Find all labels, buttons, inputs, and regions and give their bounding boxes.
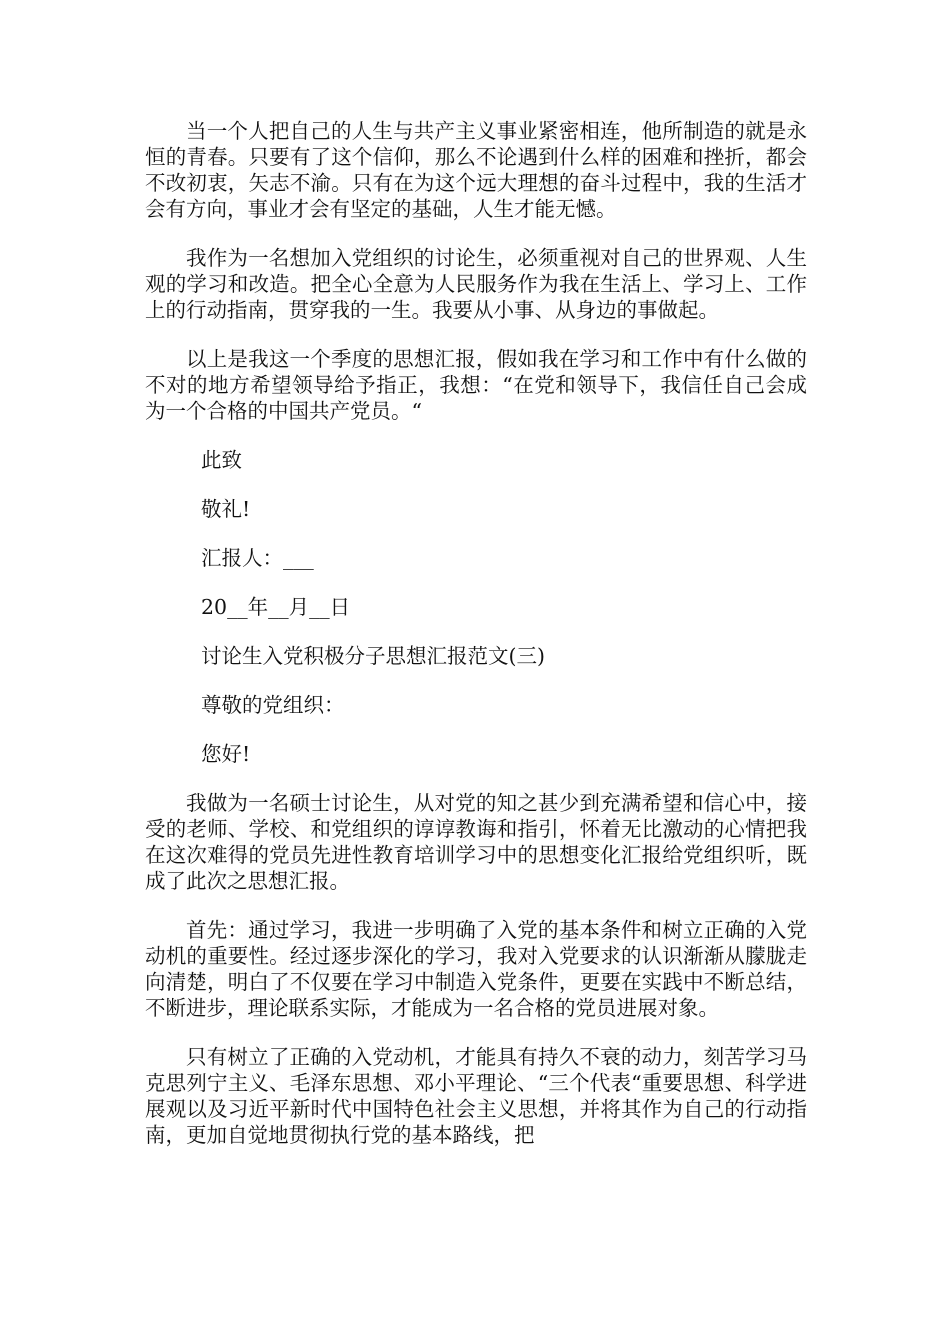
greeting-line: 您好! (201, 742, 251, 766)
reporter-line: 汇报人：___ (201, 546, 314, 570)
closing-salutation: 此致 (201, 448, 242, 472)
body-paragraph: 我作为一名想加入党组织的讨论生，必须重视对自己的世界观、人生观的学习和改造。把全心全意为人民服务作为我在生活上、学习上、工作上的行动指南，贯穿我的一生。我要从小事、从身边的事做起。 (145, 246, 807, 322)
body-paragraph: 以上是我这一个季度的思想汇报，假如我在学习和工作中有什么做的不对的地方希望领导给予指正，我想：“在党和领导下，我信任自己会成为一个合格的中国共产党员。“ (145, 347, 807, 423)
section-title: 讨论生入党积极分子思想汇报范文(三) (201, 644, 545, 668)
closing-regards: 敬礼! (201, 497, 251, 521)
body-paragraph: 我做为一名硕士讨论生，从对党的知之甚少到充满希望和信心中，接受的老师、学校、和党组织的谆谆教诲和指引，怀着无比激动的心情把我在这次难得的党员先进性教育培训学习中的思想变化汇报给党组织听，既成了此次之思想汇报。 (145, 791, 807, 893)
body-paragraph: 只有树立了正确的入党动机，才能具有持久不衰的动力，刻苦学习马克思列宁主义、毛泽东思想、邓小平理论、“三个代表“重要思想、科学进展观以及习近平新时代中国特色社会主义思想，并将其作为自己的行动指南，更加自觉地贯彻执行党的基本路线，把 (145, 1045, 807, 1147)
date-line: 20__年__月__日 (201, 595, 351, 619)
body-paragraph: 首先：通过学习，我进一步明确了入党的基本条件和树立正确的入党动机的重要性。经过逐步深化的学习，我对入党要求的认识渐渐从朦胧走向清楚，明白了不仅要在学习中制造入党条件，更要在实践中不断总结，不断进步，理论联系实际，才能成为一名合格的党员进展对象。 (145, 918, 807, 1020)
addressee-line: 尊敬的党组织： (201, 693, 345, 717)
document-page (145, 118, 807, 1171)
body-paragraph: 当一个人把自己的人生与共产主义事业紧密相连，他所制造的就是永恒的青春。只要有了这个信仰，那么不论遇到什么样的困难和挫折，都会不改初衷，矢志不渝。只有在为这个远大理想的奋斗过程中，我的生活才会有方向，事业才会有坚定的基础，人生才能无憾。 (145, 119, 807, 221)
